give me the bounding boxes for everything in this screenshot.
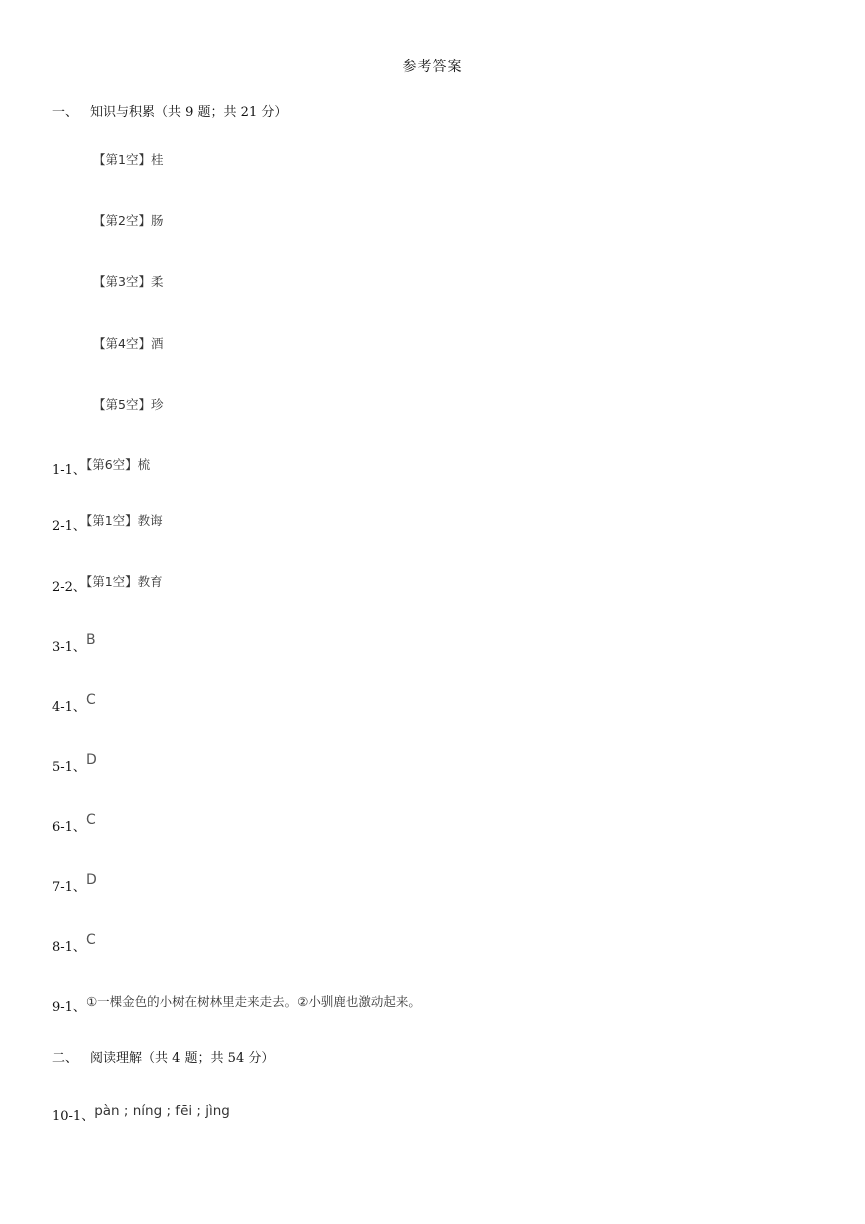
answer-row-2-2 [52, 576, 163, 595]
answer-row-1-1 [52, 459, 150, 478]
answer-row-7-1 [52, 872, 97, 895]
answer-text: 【第1空】教育 [85, 574, 163, 589]
answer-row-8-1 [52, 932, 96, 955]
blank-answer: 【第1空】桂 [93, 152, 164, 167]
question-number: 2-2、 [52, 580, 86, 595]
answer-text: C [85, 692, 96, 708]
section-heading-2 [52, 1047, 274, 1066]
question-number: 1-1、 [52, 463, 86, 478]
answer-row-6-1 [52, 812, 96, 835]
answer-row-5-1 [52, 752, 97, 775]
question-number: 3-1、 [52, 640, 86, 655]
answer-text: pàn ; níng ; fēi ; jìng [94, 1103, 230, 1119]
section-label: 知识与积累（共 9 题；共 21 分） [90, 105, 288, 120]
question-number: 8-1、 [52, 940, 86, 955]
blank-answer: 【第4空】酒 [93, 336, 164, 351]
section-label: 阅读理解（共 4 题；共 54 分） [90, 1051, 275, 1066]
answer-row-9-1 [52, 996, 421, 1015]
question-number: 5-1、 [52, 760, 86, 775]
blank-answer: 【第5空】珍 [93, 397, 164, 412]
answer-row-10-1 [52, 1105, 230, 1124]
question-number: 10-1、 [52, 1109, 95, 1124]
question-number: 9-1、 [52, 1000, 86, 1015]
answer-row-3-1 [52, 632, 96, 655]
answer-text: C [85, 812, 96, 828]
blank-answer: 【第2空】肠 [93, 213, 164, 228]
answer-text: D [85, 752, 97, 768]
answer-text: B [85, 632, 96, 648]
section-number: 二、 [52, 1051, 79, 1066]
answer-row-4-1 [52, 692, 96, 715]
answer-text: D [85, 872, 97, 888]
answer-text: 【第6空】梳 [85, 457, 151, 472]
answer-text: 【第1空】教诲 [85, 513, 163, 528]
section-number: 一、 [52, 105, 79, 120]
question-number: 2-1、 [52, 519, 86, 534]
page-title: 参考答案 [402, 59, 463, 75]
section-heading-1 [52, 101, 287, 120]
question-number: 6-1、 [52, 820, 86, 835]
answer-row-2-1 [52, 515, 163, 534]
question-number: 7-1、 [52, 880, 86, 895]
answer-text: ①一棵金色的小树在树林里走来走去。②小驯鹿也激动起来。 [85, 994, 421, 1009]
answer-text: C [85, 932, 96, 948]
blank-answer: 【第3空】柔 [93, 274, 164, 289]
question-number: 4-1、 [52, 700, 86, 715]
